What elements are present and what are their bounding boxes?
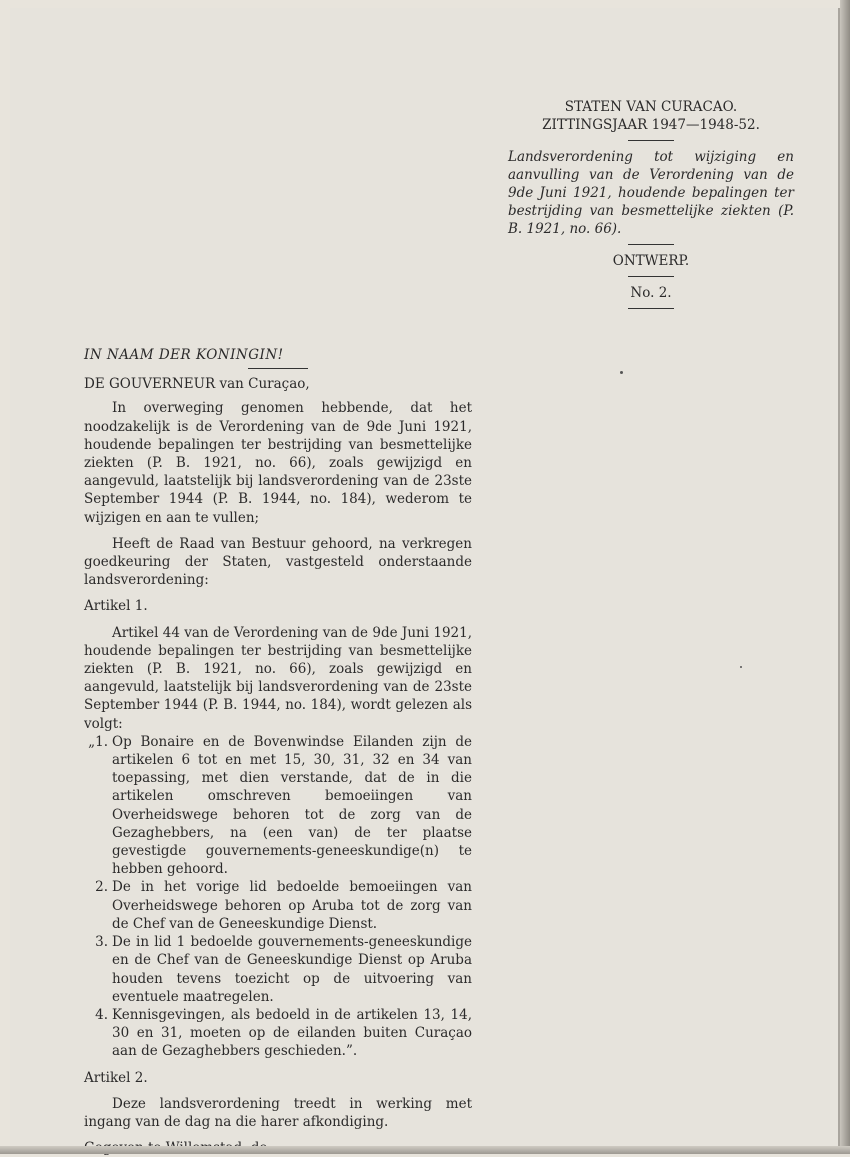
paper-speck (620, 371, 623, 374)
article-2-title: Artikel 2. (84, 1069, 148, 1086)
list-item-number: 3. (95, 934, 108, 951)
header-session: ZITTINGSJAAR 1947—1948-52. (542, 117, 760, 133)
invocation: IN NAAM DER KONINGIN! (84, 347, 284, 363)
header-title: STATEN VAN CURACAO. (564, 99, 738, 115)
document-number: No. 2. (630, 285, 672, 301)
governor-line: DE GOUVERNEUR van Curaçao, (84, 376, 310, 393)
main-text (84, 346, 472, 1157)
considering-paragraph: In overweging genomen hebbende, dat het noodzakelijk is de Verordening van de 9de Juni 1921, houdende bepalingen ter bestrijding van besmettelijke ziekten (P. B. 1921, no. 66), zoals gewijzigd en aangevuld, laatstelijk bij landsverordening van de 23ste September 1944 (P. B. 1944, no. 184), wederom te wijzigen en aan te vullen; (84, 400, 472, 526)
list-item (84, 733, 472, 879)
list-item (84, 933, 472, 1006)
invocation-divider (248, 368, 308, 369)
list-item (84, 1006, 472, 1061)
article-1-text: Artikel 44 van de Verordening van de 9de Juni 1921, houdende bepalingen ter bestrijding van besmettelijke ziekten (P. B. 1921, no. 66), zoals gewijzigd en aangevuld, laatstelijk bij landsverordening van de 23ste September 1944 (P. B. 1944, no. 184), wordt gelezen als volgt: (84, 624, 472, 732)
list-item-text: Kennisgevingen, als bedoeld in de artikelen 13, 14, 30 en 31, moeten op de eilanden buiten Curaçao aan de Gezaghebbers geschieden.”. (112, 1006, 472, 1060)
list-item-number: 2. (95, 879, 108, 896)
article-2-text: Deze landsverordening treedt in werking met ingang van de dag na die harer afkondiging. (84, 1095, 472, 1130)
draft-label: ONTWERP. (612, 253, 690, 269)
page-bottom-shadow (0, 1146, 850, 1154)
header-divider (628, 140, 674, 141)
article-1-title: Artikel 1. (84, 598, 148, 615)
header-divider (628, 244, 674, 245)
paper-speck (740, 666, 742, 668)
list-item-number: 4. (95, 1006, 108, 1023)
list-item-number: „1. (88, 733, 108, 750)
header-block (508, 98, 794, 316)
page-edge-shadow (840, 0, 850, 1154)
list-item-text: Op Bonaire en de Bovenwindse Eilanden zijn de artikelen 6 tot en met 15, 30, 31, 32 en 34 van toepassing, met dien verstande, dat de in die artikelen omschreven bemoeiingen van Overheidswege behoren tot de zorg van de Gezaghebbers, na (een van) de ter plaatse gevestigde gouvernements-geneeskundige(n) te hebben gehoord. (112, 733, 472, 878)
list-item (84, 878, 472, 933)
document-page (10, 8, 840, 1148)
header-divider (628, 276, 674, 277)
list-item-text: De in het vorige lid bedoelde bemoeiingen van Overheidswege behoren op Aruba tot de zorg van de Chef van de Geneeskundige Dienst. (112, 879, 472, 932)
header-subject: Landsverordening tot wijziging en aanvulling van de Verordening van de 9de Juni 1921, houdende bepalingen ter bestrijding van besmettelijke ziekten (P. B. 1921, no. 66). (508, 149, 794, 237)
list-item-text: De in lid 1 bedoelde gouvernements-geneeskundige en de Chef van de Geneeskundige Dienst op Aruba houden tevens toezicht op de uitvoering van eventuele maatregelen. (112, 934, 472, 1005)
enactment-paragraph: Heeft de Raad van Bestuur gehoord, na verkregen goedkeuring der Staten, vastgesteld onderstaande landsverordening: (84, 535, 472, 589)
header-divider (628, 308, 674, 309)
